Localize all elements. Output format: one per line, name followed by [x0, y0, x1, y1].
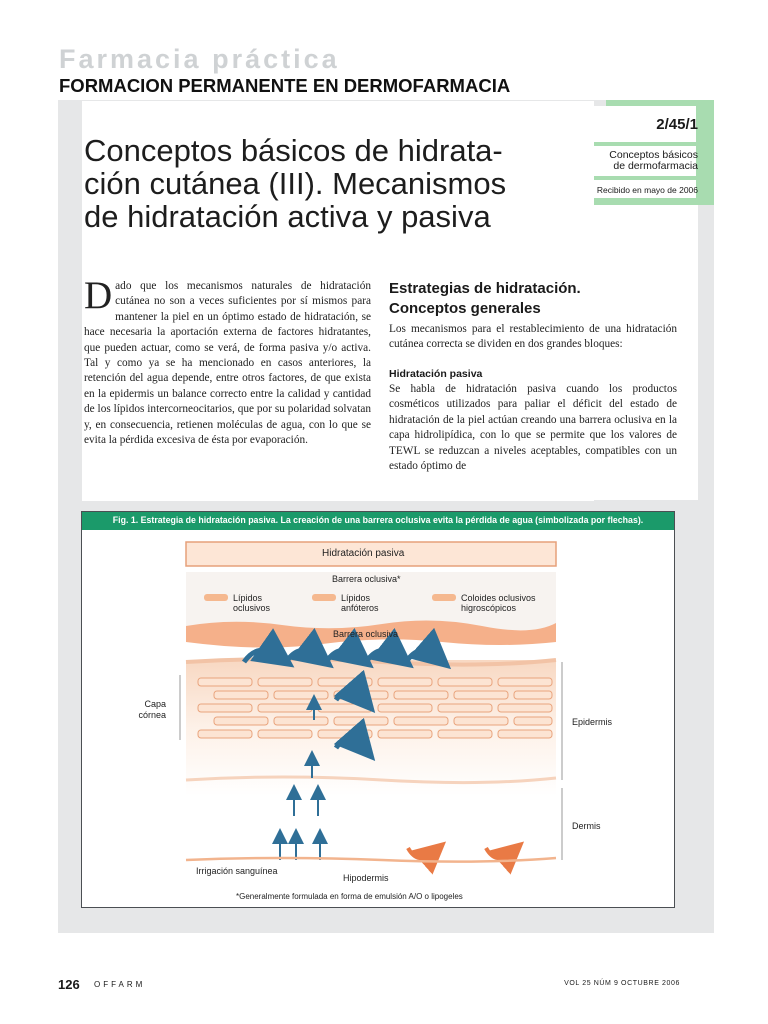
legend-line: Lípidos [233, 593, 263, 603]
sidebar-border-bottom [594, 198, 714, 205]
article-code: 2/45/1 [656, 116, 698, 133]
figure-caption: Fig. 1. Estrategia de hidratación pasiva. La creación de una barrera oclusiva evita la pérdida de agua (simbolizada por flechas). [82, 512, 674, 530]
issue-info: VOL 25 NÚM 9 OCTUBRE 2006 [564, 980, 680, 987]
figure-footnote: *Generalmente formulada en forma de emulsión A/O o lipogeles [236, 892, 463, 901]
title-line: de hidratación activa y pasiva [84, 199, 491, 234]
legend-line: Coloides oclusivos [461, 593, 536, 603]
legend-swatch [312, 594, 336, 601]
legend-swatch [204, 594, 228, 601]
series-title: Farmacia práctica [59, 44, 340, 74]
legend-line: anfóteros [341, 603, 379, 613]
legend-lipidos-oclusivos [233, 593, 270, 613]
title-line: Conceptos básicos de hidrata- [84, 133, 503, 168]
label-line: córnea [138, 710, 166, 720]
barrier-label: Barrera oclusiva* [332, 574, 401, 584]
title-line: ción cutánea (III). Mecanismos [84, 166, 507, 201]
barrier-band-label: Barrera oclusiva [333, 629, 399, 639]
subheading: Hidratación pasiva [389, 368, 483, 380]
article-title [84, 134, 584, 233]
topic-line: de dermofarmacia [613, 160, 698, 172]
legend-line: higroscópicos [461, 603, 517, 613]
subsection-paragraph: Se habla de hidratación pasiva cuando los productos cosméticos utilizados para paliar el déficit del estado de hidratación de la piel actúan creando una barrera oclusiva en la capa hidrolipídica, con lo que se permite que los valores de TEWL se reduzcan a niveles aceptables, compatibles con un estado óptimo de [389, 383, 677, 473]
magazine-name: OFFARM [94, 980, 146, 989]
sidebar-divider [594, 142, 696, 146]
article-topic [594, 150, 698, 172]
epidermis-label: Epidermis [572, 717, 613, 727]
label-line: Capa [144, 699, 166, 709]
legend-line: oclusivos [233, 603, 271, 613]
received-date: Recibido en mayo de 2006 [596, 185, 698, 195]
dermis-label: Dermis [572, 821, 601, 831]
section-title: FORMACION PERMANENTE EN DERMOFARMACIA [59, 75, 511, 96]
legend-coloides [461, 593, 536, 613]
section-paragraph: Los mecanismos para el restablecimiento de una hidratación cutánea correcta se dividen en dos grandes bloques: [389, 323, 677, 351]
legend-line: Lípidos [341, 593, 371, 603]
hipodermis-label: Hipodermis [343, 873, 389, 883]
heading-line: Estrategias de hidratación. [389, 280, 581, 297]
drop-cap: D [84, 274, 113, 317]
topic-line: Conceptos básicos [609, 149, 698, 161]
capa-cornea-label [134, 699, 166, 721]
intro-paragraph [84, 274, 371, 448]
section-heading [389, 279, 679, 319]
pasiva-title: Hidratación pasiva [322, 548, 405, 559]
blood-arrows [408, 848, 512, 858]
sidebar-divider [594, 176, 696, 180]
intro-text: ado que los mecanismos naturales de hidratación cutánea no son a veces suficientes por sí mismos para mantener la piel en un óptimo estado de hidratación, se hace necesaria la aportación externa de factores hidratantes, que pueden actuar, como se verá, de forma pasiva y/o activa. Tal y como ya se ha mencionado en casos anteriores, la retención del agua depende, entre otros factores, de que exista en la epidermis un balance correcto entre la calidad y cantidad de los lípidos intercorneocitarios, que por su polaridad solvatan y, en consecuencia, retienen moléculas de agua, con lo que se evita la pérdida excesiva de ésta por evaporación. [84, 280, 371, 447]
irrigacion-label: Irrigación sanguínea [196, 866, 278, 876]
legend-lipidos-anfoteros [341, 593, 379, 613]
sidebar-border-right [696, 100, 714, 204]
page-number: 126 [58, 977, 80, 992]
legend-swatch [432, 594, 456, 601]
heading-line: Conceptos generales [389, 300, 541, 317]
